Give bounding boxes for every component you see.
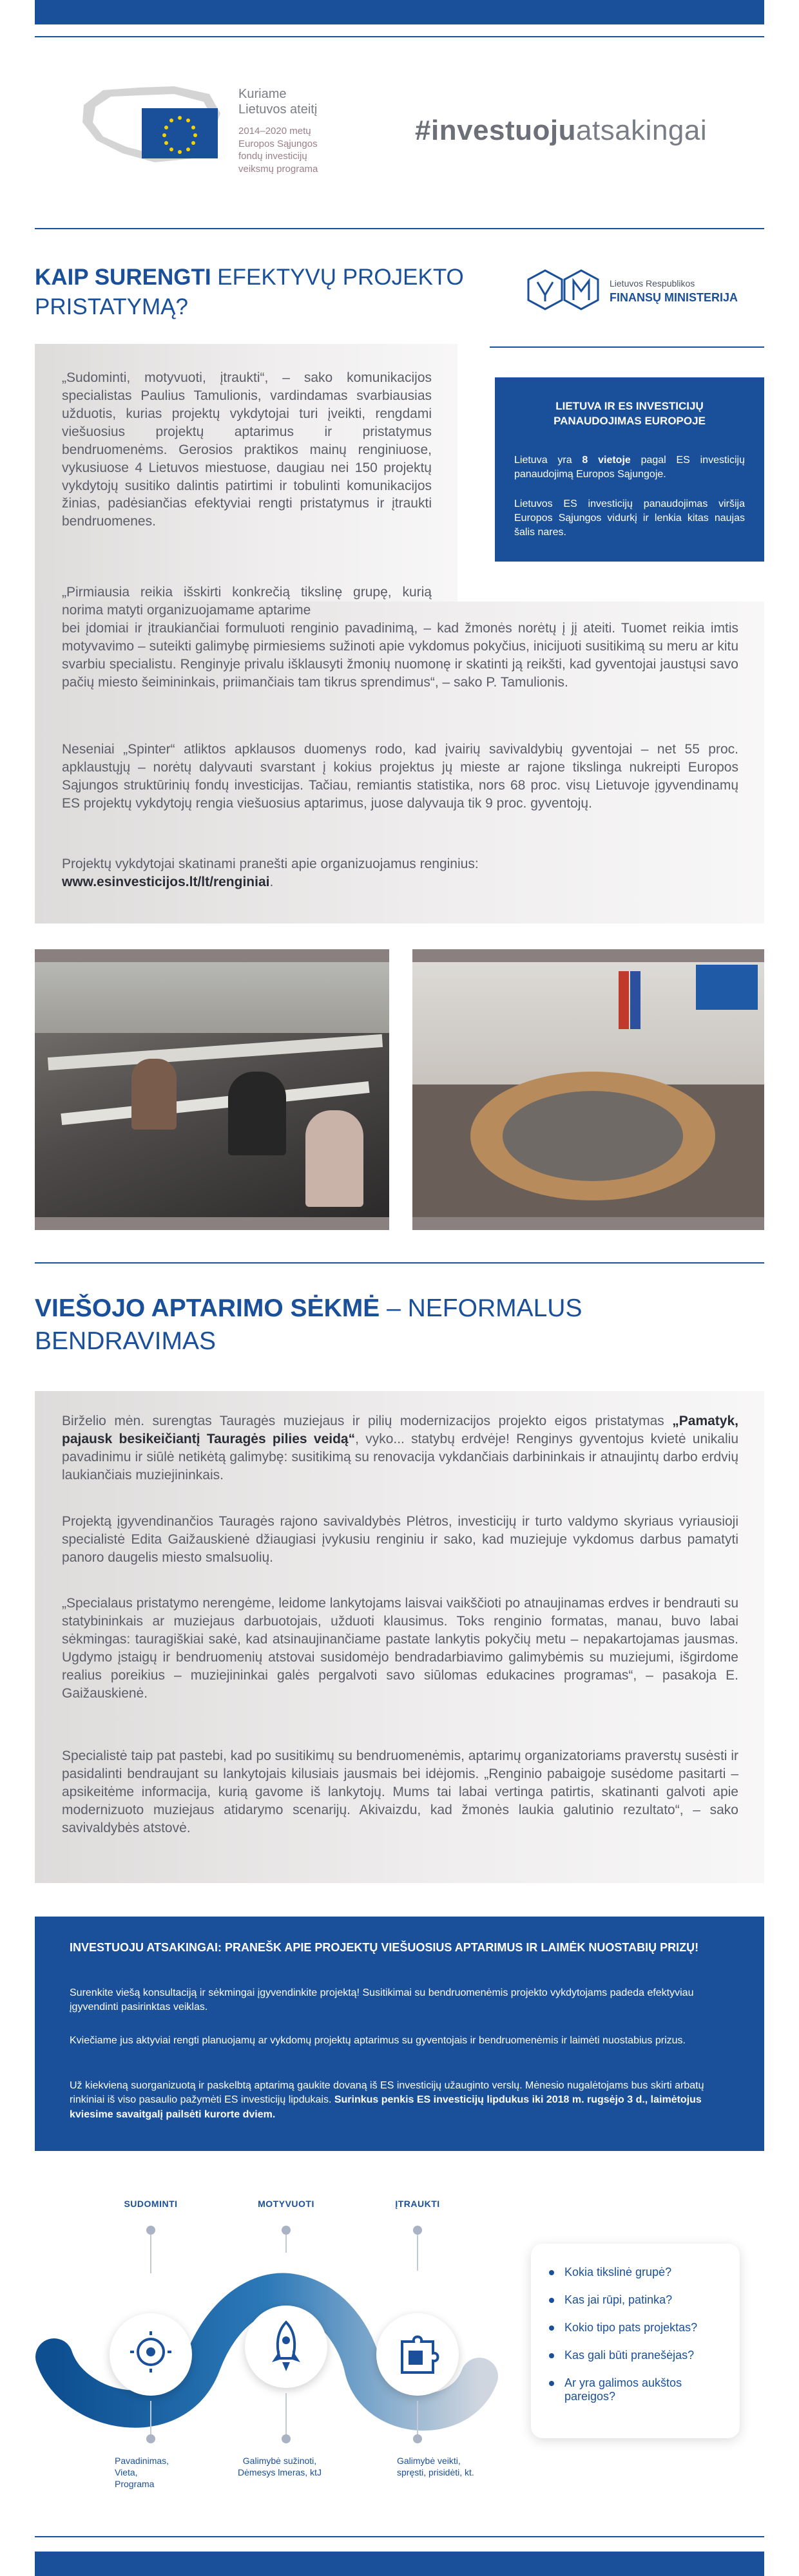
stage-circle-2 [245, 2306, 327, 2388]
ministry-line1: Lietuvos Respublikos [610, 278, 695, 289]
info-box-title: LIETUVA IR ES INVESTICIJŲ PANAUDOJIMAS EUROPOJE [554, 400, 706, 427]
article-paragraph-2a: „Pirmiausia reikia išskirti konkrečią tikslinę grupę, kurią norima matyti organizuojamame aptarime [62, 585, 432, 618]
top-rule [35, 36, 764, 37]
info-box [495, 377, 764, 562]
ministry-line2: FINANSŲ MINISTERIJA [610, 291, 738, 304]
stage-note-2: Galimybė sužinoti, Dėmesys lmeras, ktJ [238, 2456, 322, 2478]
question-item: Kokio tipo pats projektas? [549, 2321, 723, 2334]
header-rule [35, 228, 764, 229]
pin-dot-top-3 [413, 2226, 422, 2235]
bottom-bar [35, 2552, 764, 2576]
stage-label-motyvuoti: MOTYVUOTI [258, 2199, 314, 2209]
eu-funds-logo [77, 82, 348, 185]
questions-card [531, 2244, 740, 2438]
stage-circle-3 [376, 2313, 459, 2396]
pin-line-bottom-1 [150, 2401, 151, 2436]
section2-title: VIEŠOJO APTARIMO SĖKMĖ – NEFORMALUS BENDRAVIMAS [35, 1294, 582, 1355]
article-paragraph-2b: bei įdomiai ir įtraukiančiai formuluoti renginio pavadinimą, – kad žmonės norėtų į jį ateiti. Tuomet reikia imtis motyvavimo – suteikti galimybę pirmiesiems sužinoti apie vykdomus pokyčius, inicijuoti susitikimą su meru ar kitu svarbiu specialistu. Renginyje privalu išklausyti žmonių nuomonę ir skatinti ją reikšti, kad gyventojai jaustųsi savo pačių miesto šeimininkais, priimančiais tam tikrus sprendimus“, – sako P. Tamulionis. [62, 621, 738, 690]
question-item: Kas jai rūpi, patinka? [549, 2293, 723, 2307]
pin-dot-top-2 [282, 2226, 291, 2235]
lithuania-map-icon [77, 82, 232, 166]
section1-title: KAIP SURENGTI EFEKTYVŲ PROJEKTO PRISTATYMĄ? [35, 265, 464, 319]
question-item: Kokia tikslinė grupė? [549, 2266, 723, 2279]
pin-line-bottom-2 [285, 2393, 287, 2436]
question-item: Ar yra galimos aukštos pareigos? [549, 2376, 723, 2403]
puzzle-icon [376, 2313, 459, 2396]
logo-title: Kuriame Lietuvos ateitį [238, 87, 318, 117]
ministry-rule [490, 346, 764, 348]
infographic [35, 2177, 764, 2512]
contest-title: INVESTUOJU ATSAKINGAI: PRANEŠK APIE PROJEKTŲ VIEŠUOSIUS APTARIMUS IR LAIMĖK NUOSTABIŲ PRIZŲ! [70, 1941, 699, 1954]
contest-paragraph-1: Surenkite viešą konsultaciją ir sėkmingai įgyvendinkite projektą! Susitikimai su bendruomenėmis projekto vykdytojams padeda efektyviau įgyvendinti pasirinktas veiklas. [70, 1987, 694, 2013]
ministry-logo [525, 267, 764, 318]
article-paragraph-3: Neseniai „Spinter“ atliktos apklausos duomenys rodo, kad įvairių savivaldybių gyventojai – net 55 proc. apklaustųjų – norėtų dalyvauti svarstant į kokius projektus jų mieste ar rajone tikslinga nukreipti Europos Sąjungos struktūrinių fondų investicijas. Tačiau, remiantis statistika, nors 68 proc. visų Lietuvoje įgyvendinamų ES projektų vykdytojų rengia viešuosius aptarimus, juose dalyvauja tik 9 proc. gyventojų. [62, 742, 738, 811]
section2-paragraph-4: Specialistė taip pat pastebi, kad po susitikimų su bendruomenėmis, aptarimų organizatoriams praverstų susėsti ir pasidalinti bendraujant su lankytojais kilusiais jausmais bei idėjomis. „Renginio pabaigoje susėdome pasitarti – apsikeitėme informacija, kurią gavome iš lankytojų. Mums tai labai vertinga patirtis, skatinanti galvoti apie modernizuoto muziejaus atidarymo scenarijų. Akivaizdu, kad žmonės laukia galutinio rezultato“, – sako savivaldybės atstovė. [62, 1748, 738, 1835]
pin-line-bottom-3 [417, 2401, 418, 2436]
pin-dot-top-1 [146, 2226, 155, 2235]
top-bar [35, 0, 764, 24]
photo-right [412, 949, 764, 1230]
stage-label-itraukti: ĮTRAUKTI [395, 2199, 440, 2209]
contest-paragraph-3: Už kiekvieną suorganizuotą ir paskelbtą aptarimą gaukite dovaną iš ES investicijų užauginto verslų. Mėnesio nugalėtojams bus skirti arbatų rinkiniai iš viso pasaulio pažymėti ES investicijų lipdukais. Surinkus penkis ES investicijų lipdukus iki 2018 m. rugsėjo 3 d., laimėtojus kviesime savaitgalį pailsėti kurorte dviem. [70, 2080, 704, 2120]
info-box-text2: Lietuvos ES investicijų panaudojimas viršija Europos Sąjungos vidurkį ir lenkia kitas naujas šalis nares. [514, 498, 745, 538]
question-item: Kas gali būti pranešėjas? [549, 2349, 723, 2362]
pin-dot-bottom-1 [146, 2434, 155, 2443]
stage-note-1: Pavadinimas, Vieta, Programa [115, 2456, 169, 2490]
photo-left [35, 949, 389, 1230]
contest-paragraph-2: Kviečiame jus aktyviai rengti planuojamų ar vykdomų projektų aptarimus su gyventojais ir bendruomenėmis ir laimėti nuostabius prizus. [70, 2035, 686, 2046]
bottom-rule [35, 2536, 764, 2537]
article-paragraph-4: Projektų vykdytojai skatinami pranešti apie organizuojamus renginius: www.esinvesticijos.lt/lt/renginiai. [62, 857, 479, 889]
stage-note-3: Galimybė veikti, spręsti, prisidėti, kt. [397, 2456, 474, 2478]
contest-box [35, 1917, 764, 2151]
stage-circle-1 [110, 2313, 192, 2396]
logo-subtitle: 2014–2020 metų Europos Sąjungos fondų investicijų veiksmų programa [238, 126, 318, 175]
rocket-icon [245, 2306, 327, 2388]
ministry-emblem-icon [525, 267, 604, 318]
section2-paragraph-2: Projektą įgyvendinančios Tauragės rajono savivaldybės Plėtros, investicijų ir turto valdymo skyriaus vyriausioji specialistė Edita Gaižauskienė džiaugiasi įvykusiu renginiu ir sako, kad muziejuje vykdomus darbus pamatyti panoro daugelis miesto smalsuolių. [62, 1514, 738, 1565]
pin-dot-bottom-2 [282, 2434, 291, 2443]
events-link[interactable]: www.esinvesticijos.lt/lt/renginiai [62, 874, 270, 889]
section2-paragraph-3: „Specialaus pristatymo nerengėme, leidome lankytojams laisvai vaikščioti po atnaujinamas erdves ir bendrauti su statybininkais ar muziejaus darbuotojais, užduoti klausimus. Toks renginio formatas, manau, buvo labai sėkmingas: tauragiškiai sakė, kad atsinaujinančiame pastate lankytis pokyčių metu – nepakartojamas jausmas. Ugdymo įstaigų ir bendruomenių atstovai susidomėjo bendradarbiavimo galimybėmis su muziejumi, išgirdome realius poreikius – muziejininkai galės pergalvoti savo siūlomas edukacines programas“, – pasakoja E. Gaižauskienė. [62, 1596, 738, 1701]
stage-label-sudominti: SUDOMINTI [124, 2199, 178, 2209]
gear-bulb-icon [110, 2313, 192, 2396]
pin-dot-bottom-3 [413, 2434, 422, 2443]
info-box-text1: Lietuva yra 8 vietoje pagal ES investicijų panaudojimą Europos Sąjungoje. [514, 455, 745, 480]
article-paragraph-1: „Sudominti, motyvuoti, įtraukti“, – sako komunikacijos specialistas Paulius Tamulionis, vardindamas svarbiausias užduotis, kurias projektų vykdytojai turi įveikti, rengdami viešuosius projektų aptarimus ir pristatymus bendruomenėms. Gerosios praktikos mainų renginiuose, vykusiuose 4 Lietuvos miestuose, daugiau nei 150 projektų vykdytojų susitiko dalintis patirtimi ir tobulinti komunikacijos žinias, padėsiančias efektyviai rengti pristatymus ir įtraukti bendruomenes. [62, 370, 432, 529]
section2-paragraph-1: Birželio mėn. surengtas Tauragės muziejaus ir pilių modernizacijos projekto eigos pristatymas „Pamatyk, pajausk besikeičiantį Tauragės pilies veidą“, vyko... statybų erdvėje! Renginys gyventojus kvietė unikaliu pavadinimu ir siūlė netikėtą galimybę: susitikimą su renovacija vykdančiais darbininkais ir atnaujintų darbo erdvių laukiančiais muziejininkais. [62, 1414, 738, 1482]
hashtag: #investuojuatsakingai [415, 115, 708, 146]
section2-rule [35, 1262, 764, 1264]
